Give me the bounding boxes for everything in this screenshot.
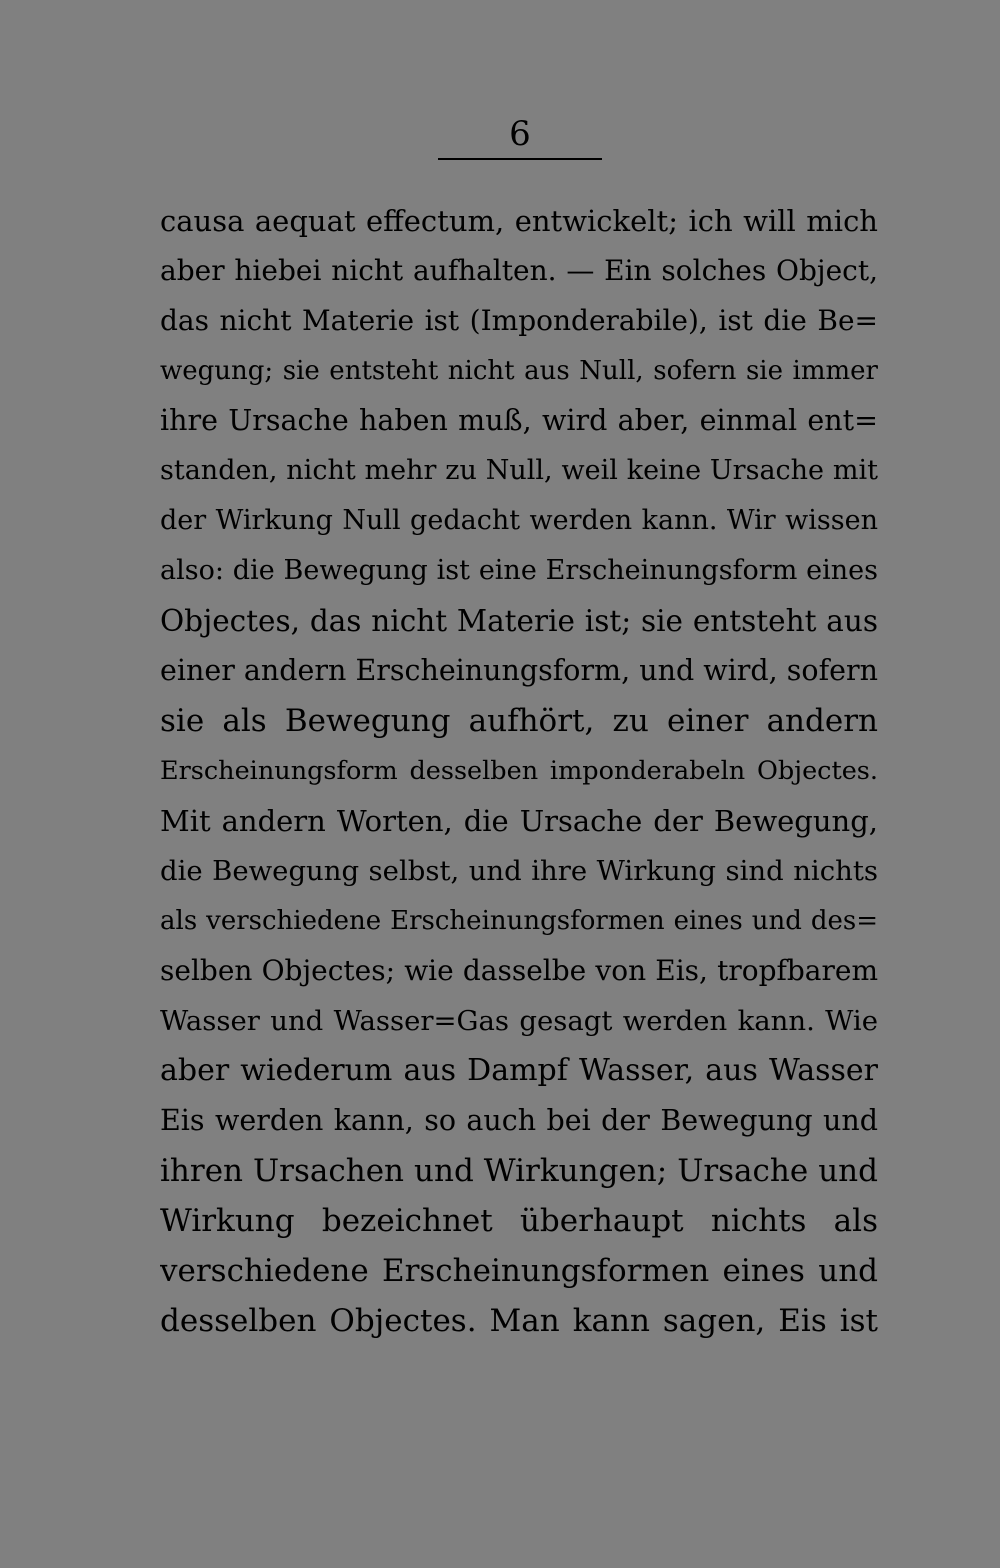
page-number: 6 (509, 114, 531, 154)
text-line: desselben Objectes. Man kann sagen, Eis ist (160, 1303, 878, 1339)
text-line: sie als Bewegung aufhört, zu einer andern (160, 703, 878, 739)
text-line: Mit andern Worten, die Ursache der Bewegung, (160, 804, 878, 838)
text-line: der Wirkung Null gedacht werden kann. Wir wissen (160, 505, 878, 536)
text-line: verschiedene Erscheinungsformen eines und (160, 1253, 878, 1289)
text-line: Eis werden kann, so auch bei der Bewegung und (160, 1104, 878, 1137)
text-line: selben Objectes; wie dasselbe von Eis, tropfbarem (160, 954, 878, 987)
text-line: Erscheinungsform desselben imponderabeln Objectes. (160, 756, 878, 786)
text-line: das nicht Materie ist (Imponderabile), ist die Be= (160, 304, 878, 337)
text-line: Objectes, das nicht Materie ist; sie entsteht aus (160, 604, 878, 638)
text-line: die Bewegung selbst, und ihre Wirkung sind nichts (160, 855, 878, 887)
text-line: als verschiedene Erscheinungsformen eines und des= (160, 906, 878, 936)
header-rule (438, 158, 602, 160)
text-line: Wasser und Wasser=Gas gesagt werden kann. Wie (160, 1005, 878, 1037)
text-line: Wirkung bezeichnet überhaupt nichts als (160, 1203, 878, 1239)
text-line: also: die Bewegung ist eine Erscheinungsform eines (160, 555, 878, 586)
text-line: ihren Ursachen und Wirkungen; Ursache und (160, 1153, 878, 1189)
text-line: einer andern Erscheinungsform, und wird, sofern (160, 654, 878, 687)
text-line: ihre Ursache haben muß, wird aber, einmal ent= (160, 404, 878, 437)
text-line: wegung; sie entsteht nicht aus Null, sofern sie immer (160, 356, 878, 386)
text-line: causa aequat effectum, entwickelt; ich will mich (160, 204, 878, 238)
text-line: standen, nicht mehr zu Null, weil keine Ursache mit (160, 455, 878, 486)
text-line: aber hiebei nicht aufhalten. — Ein solches Object, (160, 254, 878, 287)
text-line: aber wiederum aus Dampf Wasser, aus Wasser (160, 1053, 878, 1088)
